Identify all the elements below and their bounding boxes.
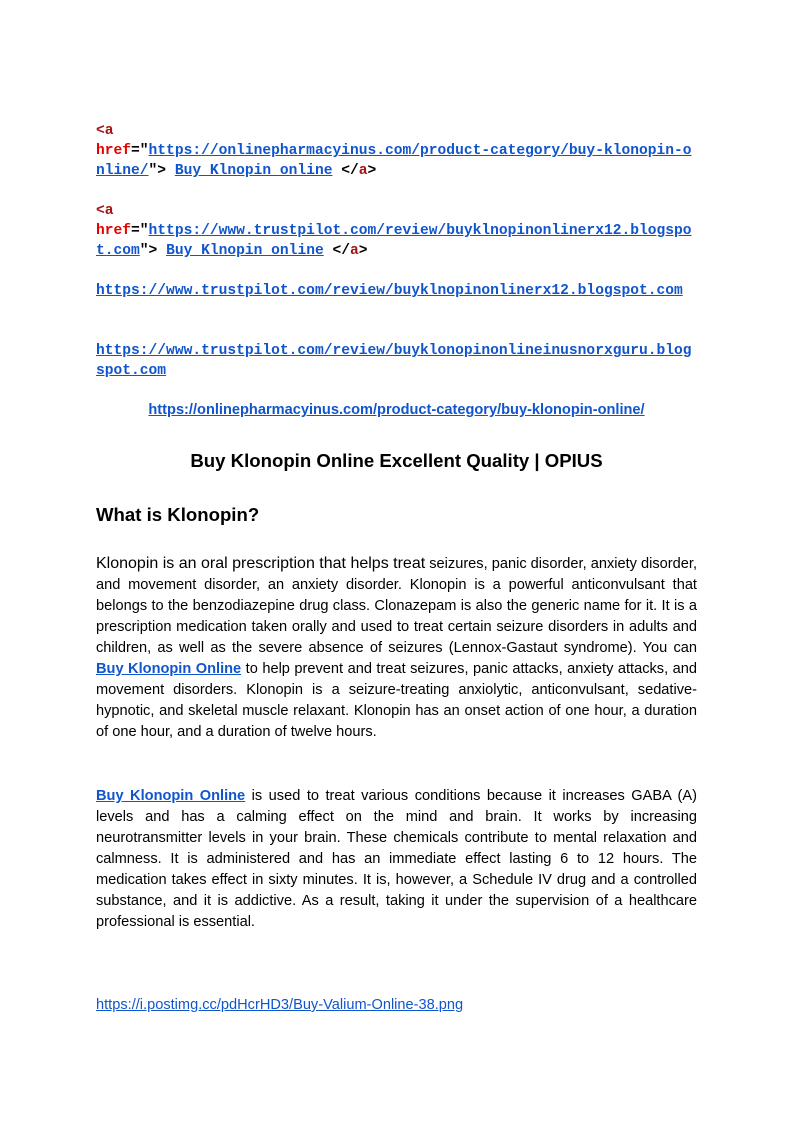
code-anchor-link[interactable]: Buy Klnopin online [174,163,333,179]
center-link-row [96,402,697,418]
paragraph-2 [96,786,697,933]
url-line-3 [96,281,697,301]
code-end-name: a [358,163,368,179]
code-end-open: </ [332,243,350,259]
paragraph-1 [96,553,697,743]
para1-text-b: to help prevent and treat seizures, panic attacks, anxiety attacks, and movement disorders. Klonopin is a seizure-treating anxiolytic, anticonvulsant, sedative-hypnotic, and skeletal muscle relaxant. Klonopin has an onset action of one hour, a duration of one hour, and a duration of twelve hours. [96,661,697,740]
code-eq: =" [131,143,149,159]
para1-lead: Klonopin is an oral prescription that helps treat [96,555,426,572]
code-block-2 [96,201,697,261]
buy-klonopin-link-2[interactable]: Buy Klonopin Online [96,788,246,804]
code-end-open: </ [341,163,359,179]
para1-text-a: seizures, panic disorder, anxiety disorder, and movement disorder, an anxiety disorder. Klonopin is a powerful anticonvulsant that belongs to the benzodiazepine drug class. Clonazepam is also the generic name for it. It is a prescription medication taken orally and used to treat certain seizure disorders in adults and children, as well as the severe absence of seizures (Lennox-Gastaut syndrome). You can [96,556,698,656]
code-end-close: > [358,243,368,259]
code-href-attr: href [96,143,132,159]
image-link[interactable]: https://i.postimg.cc/pdHcrHD3/Buy-Valium-Online-38.png [96,997,464,1013]
pharmacy-link[interactable]: https://onlinepharmacyinus.com/product-category/buy-klonopin-online/ [148,402,645,418]
code-end-name: a [350,243,359,259]
code-eq: =" [131,223,149,239]
code-tag-open: <a [96,203,114,219]
code-url-link[interactable]: https://www.trustpilot.com/review/buyklnopinonlinerx12.blogspot.com [96,223,692,259]
code-anchor-link[interactable]: Buy Klnopin online [166,243,324,259]
trustpilot-link-2[interactable]: https://www.trustpilot.com/review/buyklonopinonlineinusnorxguru.blogspot.com [96,343,692,379]
code-close-quote: "> [139,243,158,259]
trustpilot-link-1[interactable]: https://www.trustpilot.com/review/buyklnopinonlinerx12.blogspot.com [96,283,683,299]
page-title: Buy Klonopin Online Excellent Quality | OPIUS [190,450,603,471]
code-url-link[interactable]: https://onlinepharmacyinus.com/product-category/buy-klonopin-online/ [96,143,692,179]
section-heading: What is Klonopin? [96,504,260,525]
code-block-1 [96,121,697,181]
code-close-quote: "> [148,163,167,179]
code-end-close: > [367,163,377,179]
para2-text: is used to treat various conditions because it increases GABA (A) levels and has a calming effect on the mind and brain. It works by increasing neurotransmitter levels in your brain. These chemicals contribute to mental relaxation and calmness. It is administered and has an immediate effect lasting 6 to 12 hours. The medication takes effect in sixty minutes. It is, however, a Schedule IV drug and a controlled substance, and it is addictive. As a result, taking it under the supervision of a healthcare professional is essential. [96,788,697,930]
url-line-4 [96,341,697,381]
buy-klonopin-link-1[interactable]: Buy Klonopin Online [96,661,242,677]
code-tag-open: <a [96,123,114,139]
code-href-attr: href [96,223,132,239]
